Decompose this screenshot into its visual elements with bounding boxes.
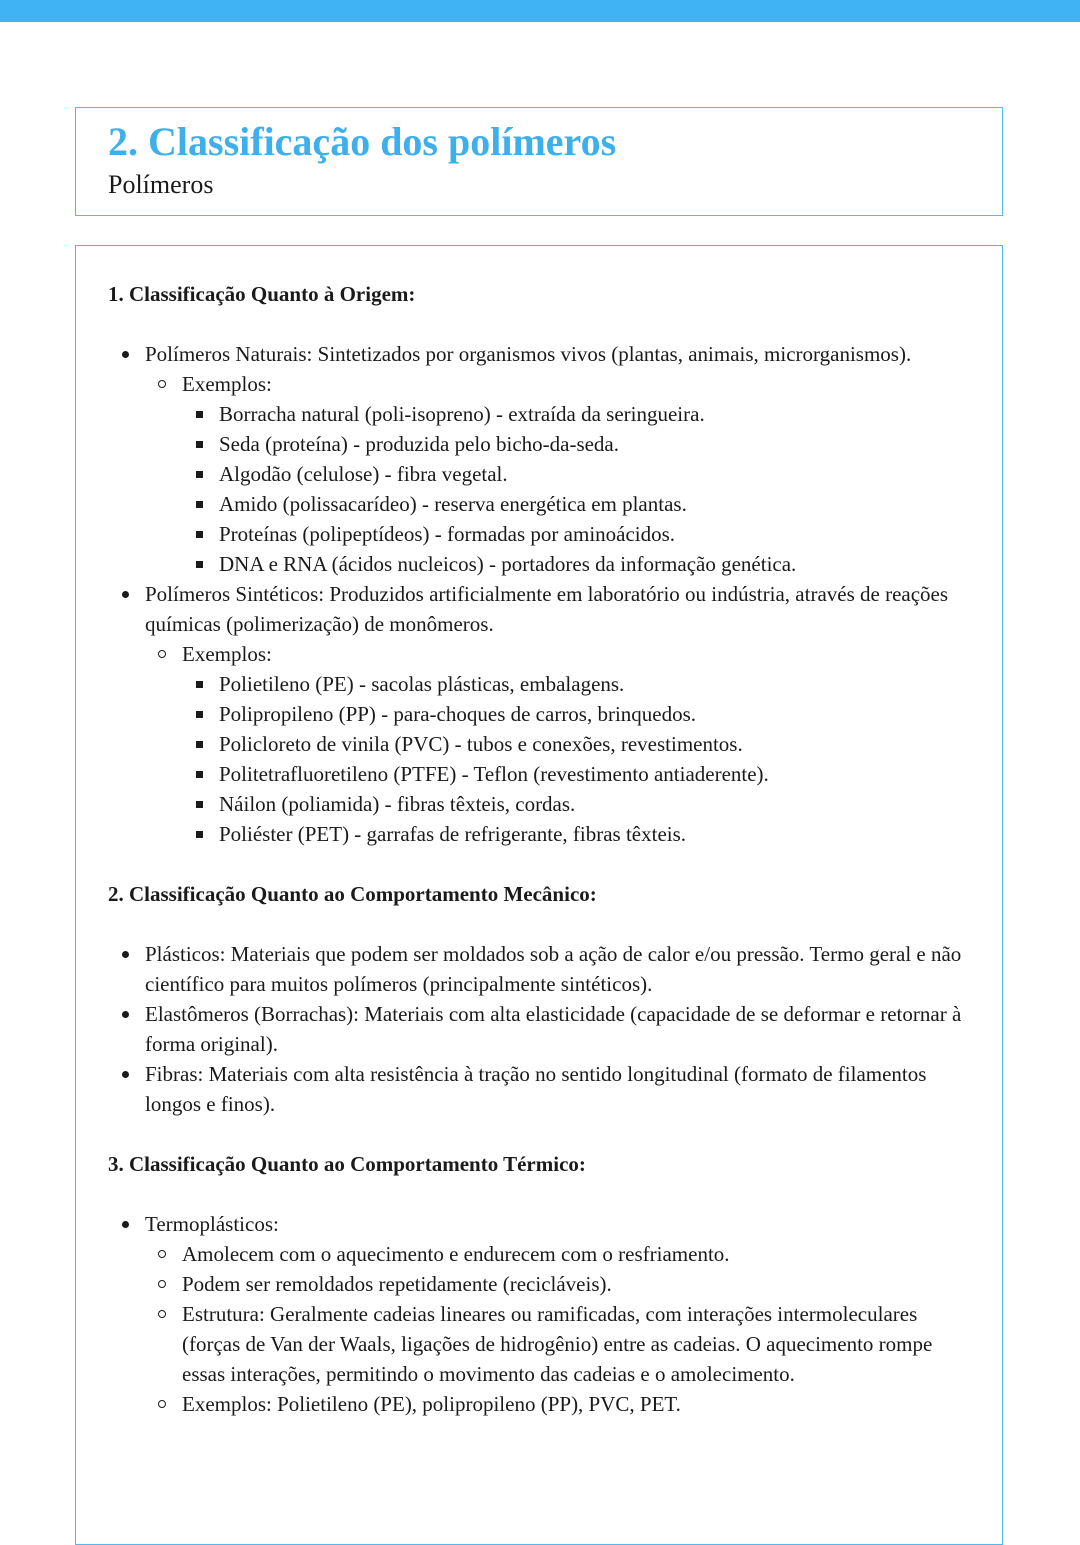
sub-list-item: Estrutura: Geralmente cadeias lineares ou ramificadas, com interações intermoleculares (forças de Van der Waals, ligações de hidrogênio) entre as cadeias. O aquecimento rompe essas interações, permitindo o movimento das cadeias e o amolecimento. (145, 1299, 978, 1389)
section-heading: 3. Classificação Quanto ao Comportamento Térmico: (108, 1152, 586, 1176)
example-item: Policloreto de vinila (PVC) - tubos e conexões, revestimentos. (182, 729, 978, 759)
example-item: Seda (proteína) - produzida pelo bicho-da-seda. (182, 429, 978, 459)
sub-list-item: Exemplos: Polietileno (PE), polipropileno (PP), PVC, PET. (145, 1389, 978, 1419)
sub-list (145, 639, 978, 849)
content-card (75, 245, 1003, 1545)
examples-label: Exemplos: (182, 372, 272, 396)
example-item: DNA e RNA (ácidos nucleicos) - portadores da informação genética. (182, 549, 978, 579)
sub-list (145, 369, 978, 579)
sub-list-item (145, 639, 978, 849)
example-item: Polietileno (PE) - sacolas plásticas, embalagens. (182, 669, 978, 699)
list-item: Elastômeros (Borrachas): Materiais com alta elasticidade (capacidade de se deformar e retornar à forma original). (108, 999, 978, 1059)
bullet-list (108, 1209, 978, 1419)
examples-label: Exemplos: (182, 642, 272, 666)
section-spacer (108, 849, 978, 879)
bullet-list (108, 939, 978, 1119)
list-item (108, 579, 978, 849)
example-item: Poliéster (PET) - garrafas de refrigerante, fibras têxteis. (182, 819, 978, 849)
sub-list-item: Amolecem com o aquecimento e endurecem com o resfriamento. (145, 1239, 978, 1269)
example-item: Amido (polissacarídeo) - reserva energética em plantas. (182, 489, 978, 519)
section-heading: 2. Classificação Quanto ao Comportamento Mecânico: (108, 882, 597, 906)
example-item: Borracha natural (poli-isopreno) - extraída da seringueira. (182, 399, 978, 429)
example-item: Politetrafluoretileno (PTFE) - Teflon (revestimento antiaderente). (182, 759, 978, 789)
sub-list-item: Podem ser remoldados repetidamente (recicláveis). (145, 1269, 978, 1299)
sub-list-item (145, 369, 978, 579)
list-item: Plásticos: Materiais que podem ser moldados sob a ação de calor e/ou pressão. Termo geral e não científico para muitos polímeros (principalmente sintéticos). (108, 939, 978, 999)
example-list (182, 399, 978, 579)
example-item: Proteínas (polipeptídeos) - formadas por aminoácidos. (182, 519, 978, 549)
top-accent-bar (0, 0, 1080, 22)
sub-list (145, 1239, 978, 1419)
section-heading: 1. Classificação Quanto à Origem: (108, 282, 416, 306)
bullet-list (108, 339, 978, 849)
page-subtitle: Polímeros (108, 170, 214, 199)
list-item-text: Polímeros Naturais: Sintetizados por organismos vivos (plantas, animais, microrganismos). (145, 342, 912, 366)
list-item (108, 339, 978, 579)
example-item: Náilon (poliamida) - fibras têxteis, cordas. (182, 789, 978, 819)
page-title: 2. Classificação dos polímeros (108, 119, 617, 164)
list-item: Fibras: Materiais com alta resistência à tração no sentido longitudinal (formato de filamentos longos e finos). (108, 1059, 978, 1119)
example-item: Polipropileno (PP) - para-choques de carros, brinquedos. (182, 699, 978, 729)
section-spacer (108, 1119, 978, 1149)
list-item (108, 1209, 978, 1419)
example-list (182, 669, 978, 849)
title-card (75, 107, 1003, 216)
content-body (108, 279, 978, 1419)
example-item: Algodão (celulose) - fibra vegetal. (182, 459, 978, 489)
list-item-text: Termoplásticos: (145, 1212, 279, 1236)
list-item-text: Polímeros Sintéticos: Produzidos artificialmente em laboratório ou indústria, através de reações químicas (polimerização) de monômeros. (145, 582, 949, 636)
